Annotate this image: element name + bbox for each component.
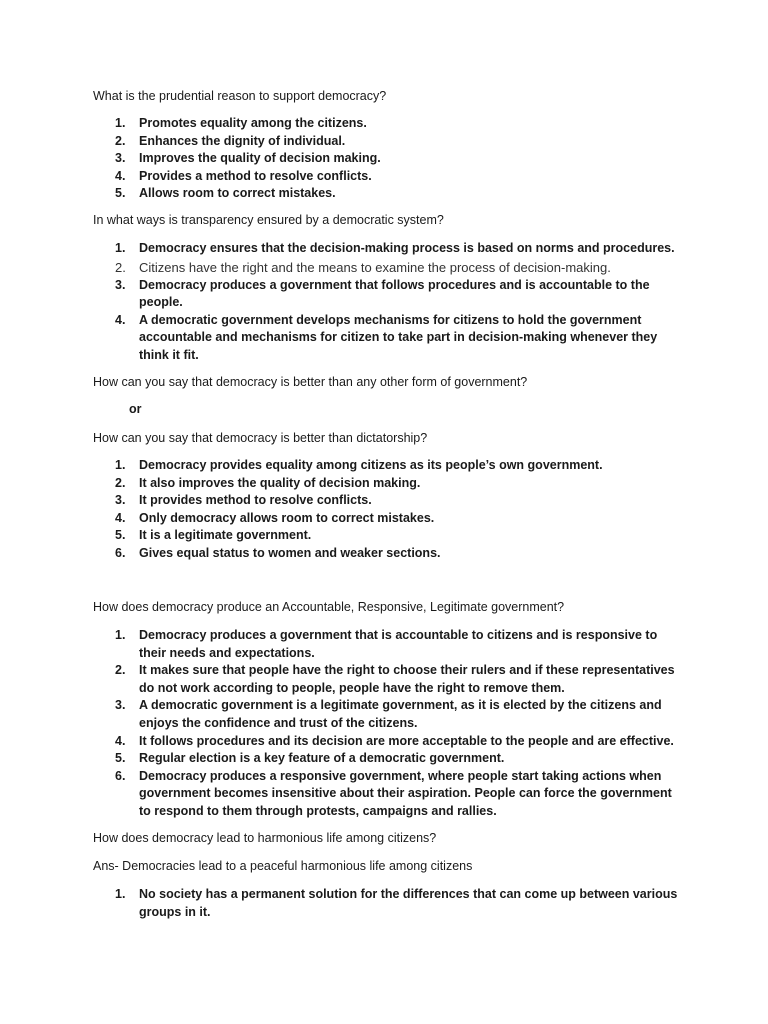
question-prudential-reason: What is the prudential reason to support democracy? [93,89,387,103]
question-better-than-other-government: How can you say that democracy is better than any other form of government? [93,375,528,389]
list-democracy-advantages [0,457,679,563]
list-item: 6. Democracy produces a responsive government, where people start taking actions when government becomes insensitive about their aspiration. People can force the government to respond to them through protests, campaigns and rallies. [115,768,672,818]
list-accountable-government-points [0,627,679,821]
list-item: 1. Democracy provides equality among citizens as its people’s own government. [115,458,603,472]
list-item: 4. A democratic government develops mechanisms for citizens to hold the government accountable and mechanisms for citizen to take part in decision-making whenever they think it fit. [115,312,658,362]
list-item: 1. Promotes equality among the citizens. [115,116,367,130]
list-prudential-reasons [0,115,679,203]
list-item: 5. Allows room to correct mistakes. [115,186,336,201]
question-accountable-government: How does democracy produce an Accountable, Responsive, Legitimate government? [93,600,565,614]
list-item: 3. It provides method to resolve conflicts. [115,493,372,508]
list-item: 4. It follows procedures and its decision are more acceptable to the people and are effective. [115,733,674,748]
list-item: 1. No society has a permanent solution for the differences that can come up between various groups in it. [115,887,678,919]
list-item: 5. It is a legitimate government. [115,528,312,543]
list-item: 2. Enhances the dignity of individual. [115,133,346,148]
question-better-than-dictatorship: How can you say that democracy is better than dictatorship? [93,431,428,445]
question-harmonious-life: How does democracy lead to harmonious life among citizens? [93,831,437,845]
question-transparency: In what ways is transparency ensured by a democratic system? [93,213,444,227]
list-item: 1. Democracy produces a government that is accountable to citizens and is responsive to their needs and expectations. [115,628,658,660]
list-item: 1. Democracy ensures that the decision-making process is based on norms and procedures. [115,241,675,255]
list-item: 3. A democratic government is a legitimate government, as it is elected by the citizens and enjoys the confidence and trust of the citizens. [115,698,662,730]
list-item: 3. Democracy produces a government that follows procedures and is accountable to the people. [115,277,650,310]
list-item: 6. Gives equal status to women and weaker sections. [115,545,441,560]
list-item: 2. Citizens have the right and the means to examine the process of decision-making. [115,259,611,275]
list-item: 2. It also improves the quality of decision making. [115,475,421,490]
list-item: 4. Only democracy allows room to correct mistakes. [115,510,435,525]
or-separator: or [129,402,142,416]
list-harmonious-life-points [0,886,679,921]
list-item: 5. Regular election is a key feature of a democratic government. [115,751,505,766]
answer-intro: Ans- Democracies lead to a peaceful harmonious life among citizens [93,859,473,873]
list-item: 2. It makes sure that people have the right to choose their rulers and if these representatives do not work according to people, people have the right to remove them. [115,663,675,695]
list-item: 3. Improves the quality of decision making. [115,151,381,166]
list-item: 4. Provides a method to resolve conflicts. [115,168,372,183]
list-transparency-points [0,240,679,365]
